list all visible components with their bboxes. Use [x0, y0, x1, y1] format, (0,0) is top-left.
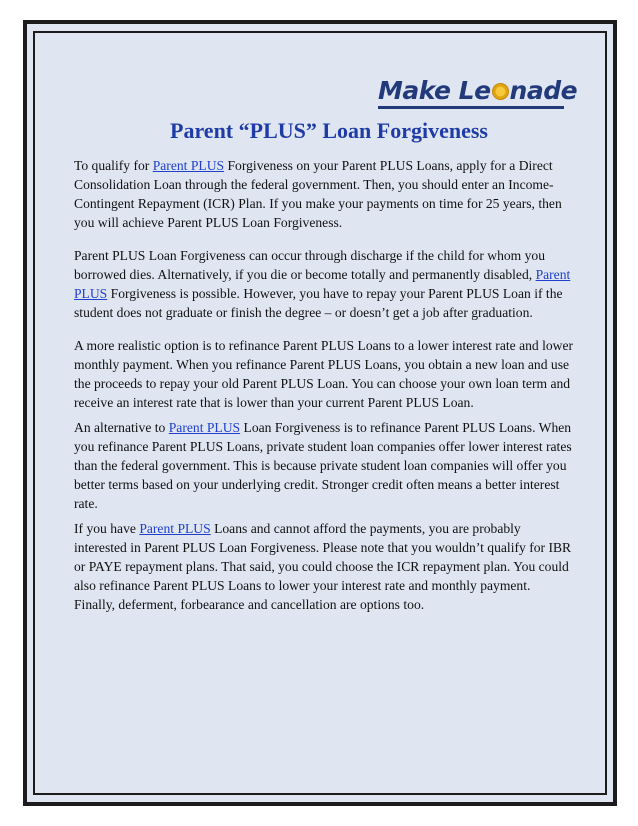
paragraph-3: A more realistic option is to refinance Parent PLUS Loans to a lower interest rate and lower monthly payment. When you refinance Parent PLUS Loans, you obtain a new loan and use the proceeds to repay your old Parent PLUS Loan. You can choose your own loan term and receive an interest rate that is lower than your current Parent PLUS Loan. [74, 338, 574, 410]
paragraph-5 [74, 519, 574, 614]
paragraph-1 [74, 156, 574, 232]
parent-plus-link[interactable]: Parent PLUS [139, 521, 211, 536]
article-body [74, 156, 574, 628]
page-title: Parent “PLUS” Loan Forgiveness [170, 118, 488, 143]
logo-underline [378, 106, 564, 109]
parent-plus-link[interactable]: Parent PLUS [168, 420, 241, 435]
paragraph-text: Loans and cannot afford the payments, you are probably interested in Parent PLUS Loan Forgiveness. Please note that you wouldn’t qualify for IBR or PAYE repayment plans. That said, you could choose the ICR repayment plan. You could also refinance Parent PLUS Loans to lower your interest rate and monthly payment. Finally, deferment, forbearance and cancellation are options too. [74, 521, 572, 612]
lemon-slice-icon [492, 83, 509, 100]
paragraph-text: Parent PLUS Loan Forgiveness can occur through discharge if the child for whom you borrowed dies. Alternatively, if you die or become totally and permanently disabled, [74, 248, 546, 282]
logo-text-start: Make Le [378, 76, 491, 105]
paragraph-text: Loan Forgiveness is to refinance Parent PLUS Loans. When you refinance Parent PLUS Loans, private student loan companies offer lower interest rates than the federal government. This is because private student loan companies will offer you better terms based on your underlying credit. Stronger credit often means a better interest rate. [74, 420, 572, 511]
paragraph-text: To qualify for [74, 158, 153, 173]
paragraph-2 [74, 246, 574, 322]
paragraph-4 [74, 418, 574, 513]
paragraph-text: Forgiveness on your Parent PLUS Loans, apply for a Direct Consolidation Loan through the federal government. Then, you should enter an Income-Contingent Repayment (ICR) Plan. If you make your payments on time for 25 years, then you will achieve Parent PLUS Loan Forgiveness. [74, 158, 562, 230]
logo-text-end: nade [509, 76, 578, 105]
paragraph-text: If you have [74, 521, 140, 536]
parent-plus-link[interactable]: Parent PLUS [74, 267, 571, 301]
paragraph-text: An alternative to [74, 420, 169, 435]
parent-plus-link[interactable]: Parent PLUS [152, 158, 225, 173]
make-lemonade-logo[interactable] [378, 76, 577, 110]
paragraph-text: Forgiveness is possible. However, you have to repay your Parent PLUS Loan if the student does not graduate or finish the degree – or doesn’t get a job after graduation. [74, 286, 563, 320]
